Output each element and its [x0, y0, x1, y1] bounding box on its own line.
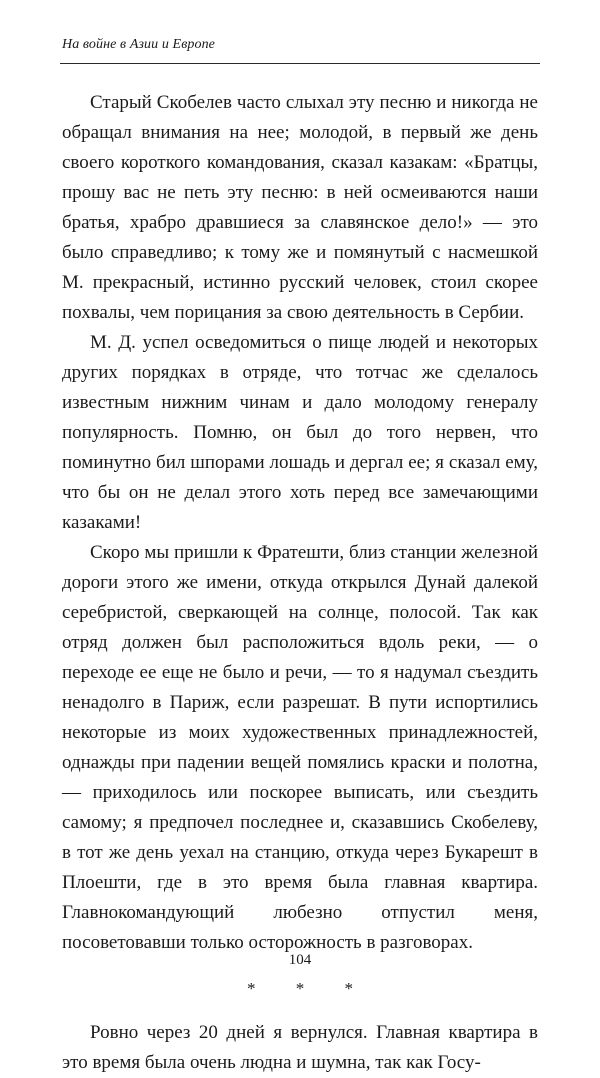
- running-header: На войне в Азии и Европе: [62, 37, 215, 52]
- body-text: [62, 88, 538, 1078]
- paragraph: М. Д. успел осведомиться о пище людей и некоторых других порядках в отряде, что тотчас же сделалось известным нижним чинам и дало молодому генералу популярность. Помню, он был до того нервен, что поминутно бил шпорами лошадь и дергал ее; я сказал ему, что бы он не делал этого хоть перед все замечающими казаками!: [62, 332, 538, 533]
- paragraph: Ровно через 20 дней я вернулся. Главная квартира в это время была очень людна и шумна, так как Госу-: [62, 1022, 538, 1073]
- paragraph: Скоро мы пришли к Фратешти, близ станции железной дороги этого же имени, откуда открылся Дунай далекой серебристой, сверкающей на солнце, полосой. Так как отряд должен был расположиться вдоль реки, — о переходе ее еще не было и речи, — то я надумал съездить ненадолго в Париж, если разрешат. В пути испортились некоторые из моих художественных принадлежностей, однажды при падении вещей помялись краски и полотна, — приходилось или поскорее выписать, или съездить самому; я предпочел последнее и, сказавшись Скобелеву, в тот же день уехал на станцию, откуда через Букарешт в Плоешти, где в это время была главная квартира. Главнокомандующий любезно отпустил меня, посоветовавши только осторожность в разговорах.: [62, 542, 538, 953]
- header-rule: [60, 63, 540, 64]
- paragraph: Старый Скобелев часто слыхал эту песню и никогда не обращал внимания на нее; молодой, в первый же день своего короткого командования, сказал казакам: «Братцы, прошу вас не петь эту песню: в ней осмеиваются наши братья, храбро дравшиеся за славянское дело!» — это было справедливо; к тому же и помянутый с насмешкой М. прекрасный, истинно русский человек, стоил скорее похвалы, чем порицания за свою деятельность в Сербии.: [62, 92, 538, 323]
- page-number: 104: [288, 952, 312, 968]
- section-separator: * * *: [247, 979, 371, 998]
